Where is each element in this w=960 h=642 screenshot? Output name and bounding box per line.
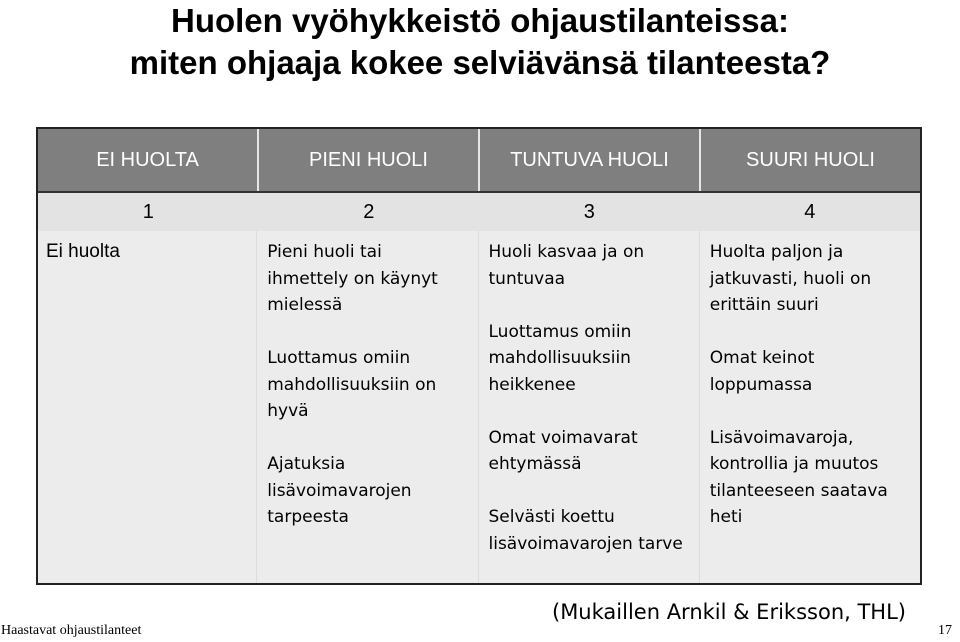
scale-2: 2 — [363, 200, 375, 223]
header-suuri-huoli: SUURI HUOLI — [746, 148, 875, 171]
scale-3: 3 — [583, 200, 595, 223]
cell-text: Luottamus omiin mahdollisuuksiin heikkenee — [488, 321, 632, 395]
scale-1: 1 — [142, 200, 154, 223]
cell-text: Huolta paljon ja jatkuvasti, huoli on erittäin suuri — [709, 242, 872, 315]
cell-text: Ei huolta — [46, 241, 120, 262]
table-header-row — [38, 129, 920, 191]
scale-4: 4 — [804, 200, 816, 223]
column-tuntuva-huoli — [479, 231, 700, 583]
column-pieni-huoli — [257, 231, 478, 583]
source-citation: (Mukaillen Arnkil & Eriksson, THL) — [552, 600, 906, 624]
worry-zone-table — [36, 127, 922, 585]
cell-text: Huoli kasvaa ja on tuntuvaa — [488, 242, 645, 289]
cell-text: Selvästi koettu lisävoimavarojen tarve — [488, 507, 683, 554]
cell-text: Ajatuksia lisävoimavarojen tarpeesta — [267, 454, 412, 527]
column-ei-huolta — [38, 231, 257, 583]
scale-row — [38, 191, 920, 231]
cell-text: Lisävoimavaroja, kontrollia ja muutos tilanteeseen saatava heti — [709, 427, 888, 527]
column-suuri-huoli — [700, 231, 920, 583]
cell-text: Pieni huoli tai ihmettely on käynyt mielessä — [267, 242, 438, 315]
cell-text: Luottamus omiin mahdollisuuksiin on hyvä — [267, 348, 437, 421]
header-ei-huolta: EI HUOLTA — [38, 129, 259, 191]
title-line-1: Huolen vyöhykkeistö ohjaustilanteissa: — [170, 2, 789, 39]
table-body-row — [38, 231, 920, 583]
footer-title: Haastavat ohjaustilanteet — [1, 623, 142, 638]
header-pieni-huoli: PIENI HUOLI — [259, 129, 480, 191]
title-line-2: miten ohjaaja kokee selviävänsä tilanteesta? — [129, 44, 831, 81]
cell-text: Omat voimavarat ehtymässä — [488, 427, 638, 474]
page-number: 17 — [938, 623, 952, 638]
header-tuntuva-huoli: TUNTUVA HUOLI — [480, 129, 701, 191]
slide-title — [0, 0, 960, 84]
cell-text: Omat keinot loppumassa — [709, 348, 815, 395]
